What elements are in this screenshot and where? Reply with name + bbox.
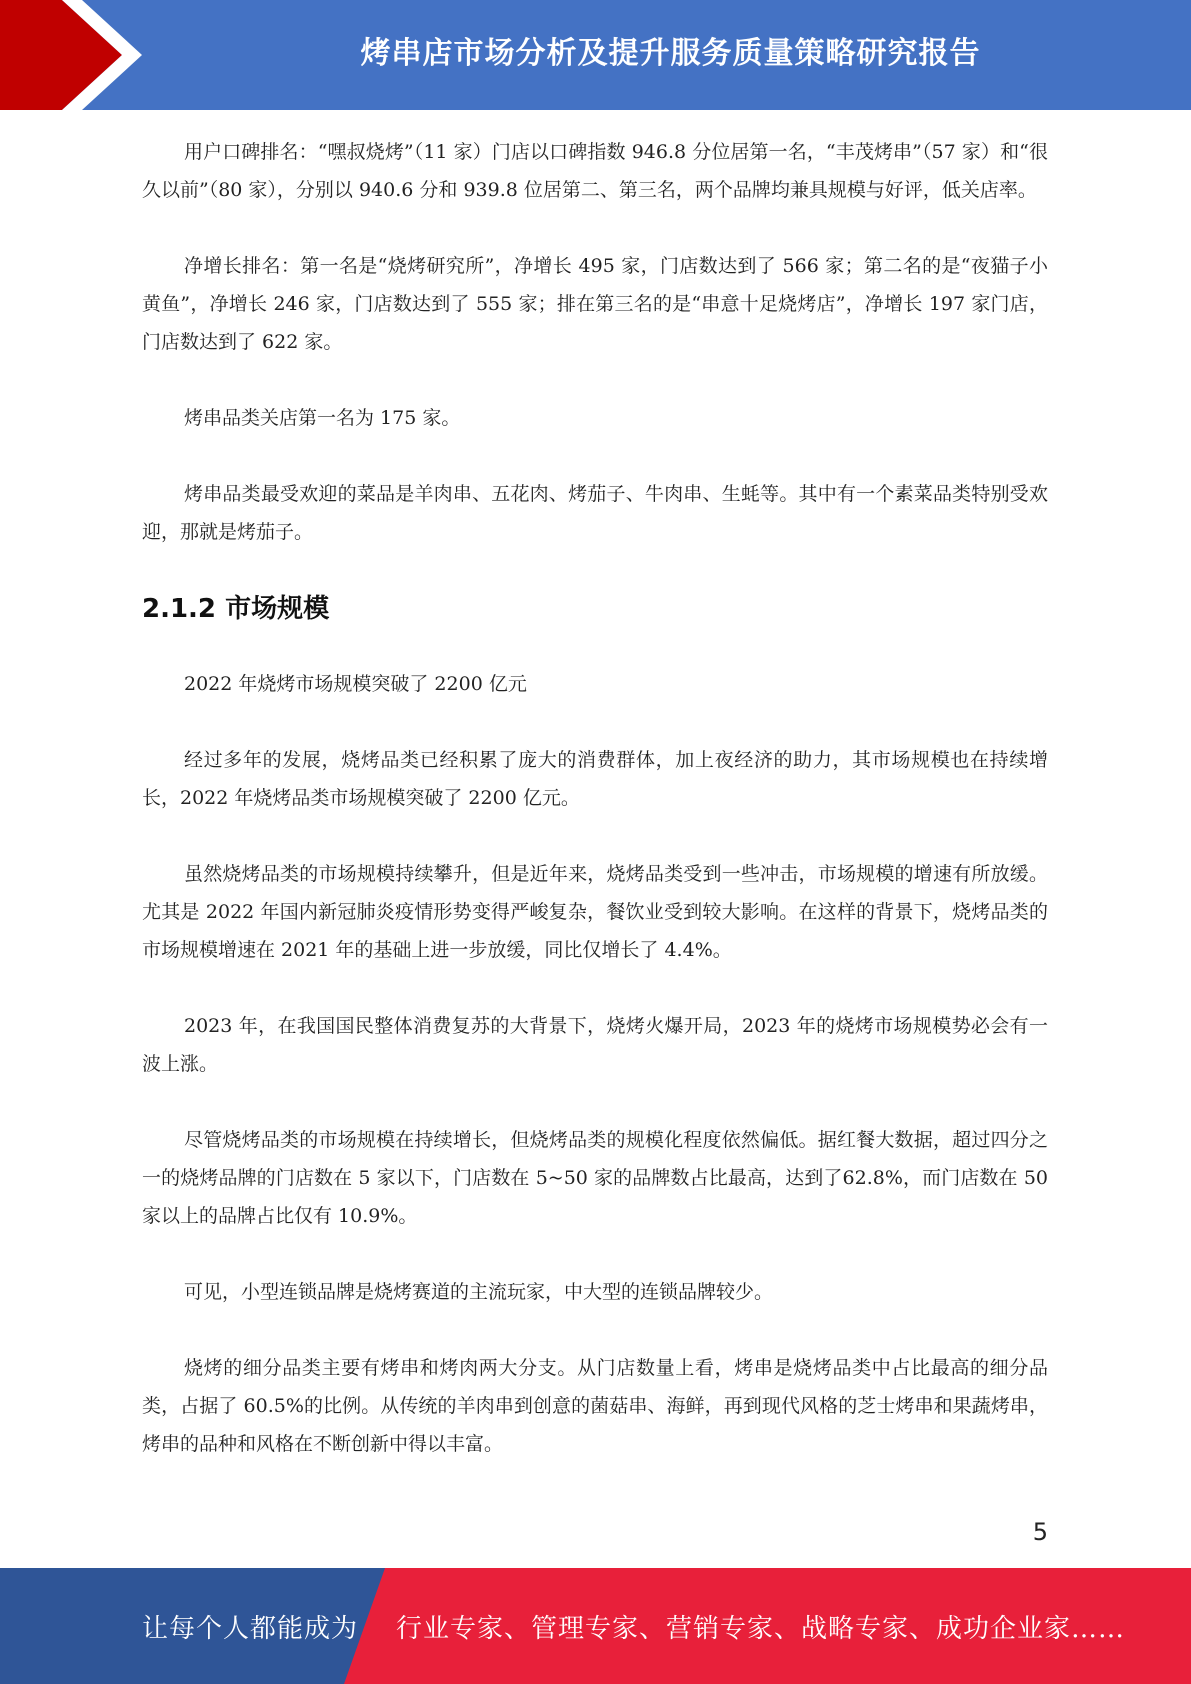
paragraph-net-growth-ranking: 净增长排名：第一名是“烧烤研究所”，净增长 495 家，门店数达到了 566 家；第二名的是“夜猫子小黄鱼”，净增长 246 家，门店数达到了 555 家；排在第三名的是“串意十足烧烤店”，净增长 197 家门店，门店数达到了 622 家。 [142,255,1048,353]
paragraph-market-size-headline: 2022 年烧烤市场规模突破了 2200 亿元 [184,673,527,695]
header-bar [0,0,1191,110]
section-heading: 2.1.2 市场规模 [142,594,330,624]
paragraph-subcategories: 烧烤的细分品类主要有烤串和烤肉两大分支。从门店数量上看，烤串是烧烤品类中占比最高的细分品类，占据了 60.5%的比例。从传统的羊肉串到创意的菌菇串、海鲜，再到现代风格的芝士烤串和果蔬烤串，烤串的品种和风格在不断创新中得以丰富。 [142,1357,1048,1455]
paragraph-popular-dishes: 烤串品类最受欢迎的菜品是羊肉串、五花肉、烤茄子、牛肉串、生蚝等。其中有一个素菜品类特别受欢迎，那就是烤茄子。 [142,483,1048,543]
paragraph-2023-outlook: 2023 年，在我国国民整体消费复苏的大背景下，烧烤火爆开局，2023 年的烧烤市场规模势必会有一波上涨。 [142,1015,1048,1075]
paragraph-market-growth: 经过多年的发展，烧烤品类已经积累了庞大的消费群体，加上夜经济的助力，其市场规模也在持续增长，2022 年烧烤品类市场规模突破了 2200 亿元。 [142,749,1048,809]
report-title: 烤串店市场分析及提升服务质量策略研究报告 [360,36,981,71]
footer-banner [0,1568,1191,1684]
paragraph-scale-distribution: 尽管烧烤品类的市场规模在持续增长，但烧烤品类的规模化程度依然偏低。据红餐大数据，超过四分之一的烧烤品牌的门店数在 5 家以下，门店数在 5~50 家的品牌数占比最高，达到了62.8%，而门店数在 50 家以上的品牌占比仅有 10.9%。 [142,1129,1048,1227]
paragraph-reputation-ranking: 用户口碑排名：“嘿叔烧烤”（11 家）门店以口碑指数 946.8 分位居第一名，“丰茂烤串”（57 家）和“很久以前”（80 家），分别以 940.6 分和 939.8 位居第二、第三名，两个品牌均兼具规模与好评，低关店率。 [142,141,1048,201]
page-number: 5 [1032,1518,1048,1546]
paragraph-closures: 烤串品类关店第一名为 175 家。 [184,407,461,429]
footer-slogan-right: 行业专家、管理专家、营销专家、战略专家、成功企业家…… [396,1613,1126,1644]
header-arrow-decoration [0,0,160,110]
page-content [142,133,1048,1501]
paragraph-growth-slowdown: 虽然烧烤品类的市场规模持续攀升，但是近年来，烧烤品类受到一些冲击，市场规模的增速有所放缓。尤其是 2022 年国内新冠肺炎疫情形势变得严峻复杂，餐饮业受到较大影响。在这样的背景下，烧烤品类的市场规模增速在 2021 年的基础上进一步放缓，同比仅增长了 4.4%。 [142,863,1048,961]
footer-slogan-left: 让每个人都能成为 [142,1613,359,1644]
paragraph-small-chains: 可见，小型连锁品牌是烧烤赛道的主流玩家，中大型的连锁品牌较少。 [184,1281,774,1303]
